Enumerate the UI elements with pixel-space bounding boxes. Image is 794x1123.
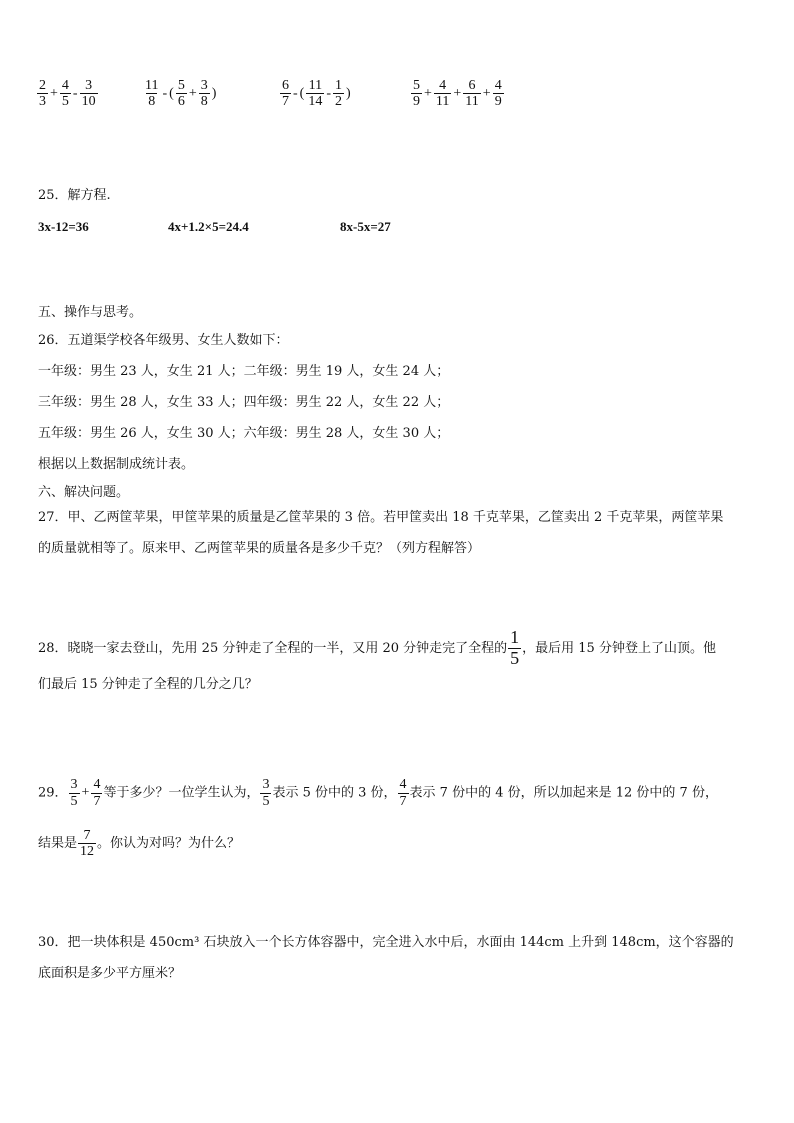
fraction: $\frac{4}{9}$ (494, 78, 502, 110)
fraction: $\frac{1}{2}$ (335, 78, 343, 110)
q26-line-1: 一年级：男生 23 人，女生 21 人；二年级：男生 19 人，女生 24 人； (38, 364, 450, 379)
q28-line-2: 们最后 15 分钟走了全程的几分之几？ (38, 677, 258, 692)
fraction: $\frac{3}{8}$ (200, 78, 208, 110)
fraction: $\frac{5}{6}$ (177, 78, 185, 110)
q26-line-4: 根据以上数据制成统计表。 (38, 457, 195, 472)
q29-line-2: 结果是 $\frac{7}{12}$ 。你认为对吗？为什么？ (38, 827, 241, 859)
fraction: $\frac{6}{11}$ (465, 78, 479, 110)
fraction: $\frac{4}{5}$ (61, 78, 69, 110)
fraction: $\frac{3}{10}$ (81, 78, 96, 110)
q26-line-3: 五年级：男生 26 人，女生 30 人；六年级：男生 28 人，女生 30 人； (38, 426, 450, 441)
q30-line-2: 底面积是多少平方厘米？ (38, 966, 182, 981)
section-heading-6: 六、解决问题。 (38, 485, 130, 500)
q27-line-2: 的质量就相等了。原来甲、乙两筐苹果的质量各是多少千克？（列方程解答） (38, 541, 481, 556)
fraction: $\frac{2}{3}$ (39, 78, 46, 110)
fraction: $\frac{3}{5}$ (262, 777, 270, 809)
q25-title: 25．解方程. (38, 188, 111, 203)
q26-line-2: 三年级：男生 28 人，女生 33 人；四年级：男生 22 人，女生 22 人； (38, 395, 450, 410)
q28-text-pre: 28．晓晓一家去登山，先用 25 分钟走了全程的一半，又用 20 分钟走完了全程的 (38, 640, 508, 656)
fraction: $\frac{11}{8}$ (145, 78, 159, 110)
q30-line-1: 30．把一块体积是 450cm³ 石块放入一个长方体容器中，完全进入水中后，水面由 144cm 上升到 148cm，这个容器的 (38, 935, 734, 950)
section-heading-5: 五、操作与思考。 (38, 305, 143, 320)
q28-line-1 (38, 628, 716, 669)
q25-equation-2: 4x+1.2×5=24.4 (168, 219, 249, 234)
fraction: $\frac{3}{5}$ (70, 777, 78, 809)
calc-expression-3: $\frac{6}{7}$ - ( $\frac{11}{14}$ - $\frac{1}{2}$ ) (282, 78, 351, 110)
fraction: $\frac{7}{12}$ (80, 827, 95, 859)
q26-title: 26．五道渠学校各年级男、女生人数如下： (38, 333, 289, 348)
calc-expression-4: $\frac{5}{9}$ + $\frac{4}{11}$ + $\frac{6}{11}$ + $\frac{4}{9}$ (413, 78, 502, 110)
fraction: $\frac{4}{7}$ (399, 777, 407, 809)
q27-line-1: 27．甲、乙两筐苹果，甲筐苹果的质量是乙筐苹果的 3 倍。若甲筐卖出 18 千克苹果，乙筐卖出 2 千克苹果，两筐苹果 (38, 510, 724, 525)
q28-text-post: ，最后用 15 分钟登上了山顶。他 (522, 640, 716, 656)
calc-expression-2: $\frac{11}{8}$ - ( $\frac{5}{6}$ + $\frac{3}{8}$ ) (145, 78, 217, 110)
q25-equation-1: 3x-12=36 (38, 219, 89, 234)
q29-line-1: 29． $\frac{3}{5}$ + $\frac{4}{7}$ 等于多少？一位学生认为， $\frac{3}{5}$ 表示 5 份中的 3 份， $\frac{4}{7}$ 表示 7 份中的 4 份，所以加起来是 12 份中的 7 份， (38, 777, 718, 809)
calc-expression-1: $\frac{2}{3}$ + $\frac{4}{5}$ - $\frac{3}{10}$ (39, 78, 96, 110)
fraction: $\frac{6}{7}$ (282, 78, 289, 110)
fraction: $\frac{1}{5}$ (510, 627, 520, 668)
fraction: $\frac{11}{14}$ (308, 78, 323, 110)
fraction: $\frac{4}{7}$ (93, 777, 101, 809)
fraction: $\frac{5}{9}$ (413, 78, 420, 110)
fraction: $\frac{4}{11}$ (435, 78, 450, 110)
q25-equation-3: 8x-5x=27 (340, 219, 391, 234)
